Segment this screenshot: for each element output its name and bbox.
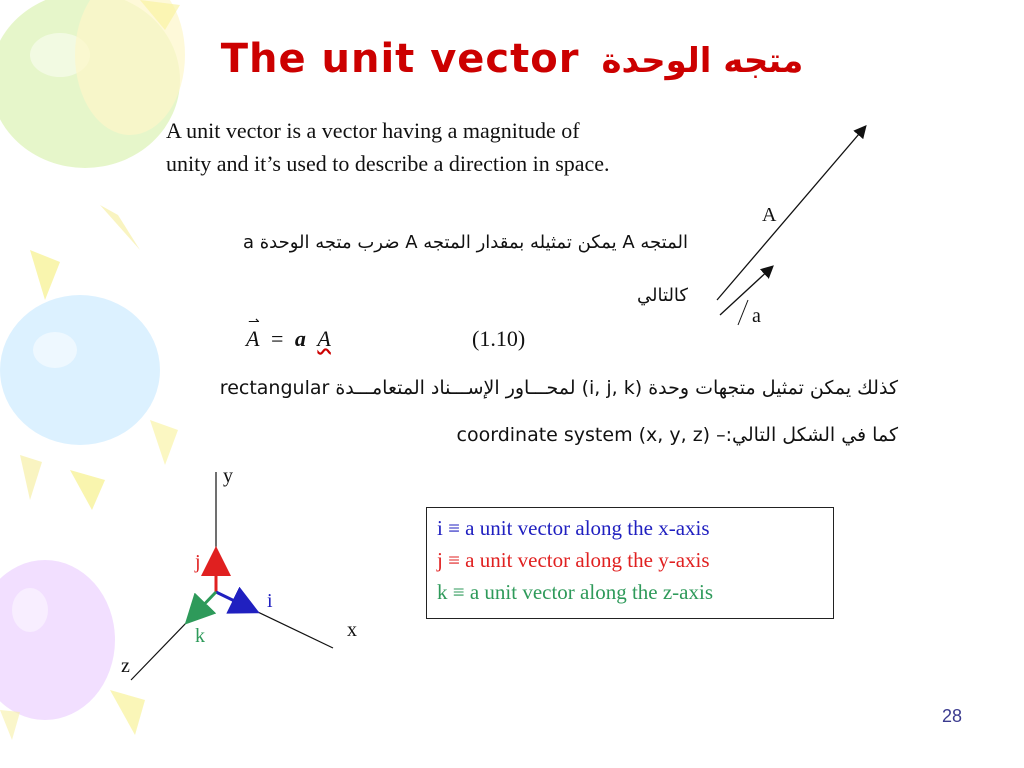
arabic-line-1: المتجه A يمكن تمثيله بمقدار المتجه A ضرب متجه الوحدة a: [242, 232, 688, 253]
vector-figure: [700, 115, 890, 330]
vector-a-label: a: [752, 305, 761, 327]
k-label: k: [195, 625, 205, 647]
title-arabic: متجه الوحدة: [601, 41, 804, 81]
k-vector-arrow: [193, 592, 216, 616]
paragraph-line-2: unity and it’s used to describe a direction in space.: [166, 151, 610, 176]
equation-a: a: [294, 326, 306, 351]
i-label: i: [267, 590, 273, 612]
unit-vector-definitions-box: [426, 507, 834, 619]
definition-k: k ≡ a unit vector along the z-axis: [437, 580, 714, 604]
slide-title: [0, 36, 1024, 82]
vector-A-label: A: [762, 204, 777, 226]
paragraph-line-1: A unit vector is a vector having a magnitude of: [166, 118, 580, 143]
i-vector-arrow: [216, 592, 249, 608]
equation-rhs: A: [317, 326, 331, 351]
y-axis-label: y: [223, 465, 233, 487]
arabic-line-4: كما في الشكل التالي:– (x, y, z) coordinate system: [456, 424, 898, 446]
equation-equals: =: [270, 326, 284, 351]
z-axis-label: z: [121, 655, 130, 677]
definition-i: i ≡ a unit vector along the x-axis: [437, 516, 710, 540]
axes-figure: [115, 462, 375, 692]
arabic-line-2: كالتالي: [637, 285, 688, 306]
arabic-line-3: كذلك يمكن تمثيل متجهات وحدة (i, j, k) لمحـــاور الإســـناد المتعامـــدة rectangular: [219, 377, 898, 399]
definition-j: j ≡ a unit vector along the y-axis: [437, 548, 710, 572]
title-english: The unit vector: [220, 36, 580, 82]
j-label: j: [195, 551, 201, 573]
vector-A-arrow: [717, 127, 865, 300]
pointer-line: [738, 300, 748, 325]
vector-a-arrow: [720, 267, 772, 315]
equation: ⇀ A = a A: [246, 315, 331, 351]
equation-lhs: A: [246, 326, 260, 351]
x-axis-label: x: [347, 619, 357, 641]
definition-paragraph: [166, 114, 696, 180]
page-number: 28: [941, 706, 962, 726]
equation-number: (1.10): [472, 326, 526, 351]
